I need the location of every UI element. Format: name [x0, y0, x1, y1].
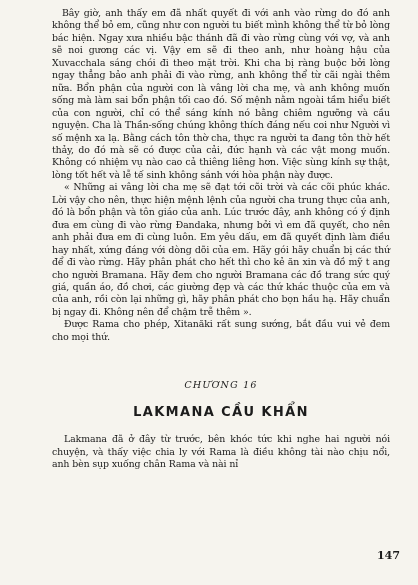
chapter-number: CHƯƠNG 16	[184, 380, 258, 392]
page-body	[52, 8, 390, 472]
paragraph: « Những ai vâng lời cha mẹ sẽ đạt tới cõi trời và các cõi phúc khác. Lời vậy cho nên, thực hiện mệnh lệnh của người cha trung thực của anh, đó là bổn phận và tôn giáo của anh. Lúc trước đây, anh không có ý định đưa em cùng đi vào rừng Đandaka, nhưng bởi vì em đã quyết, cho nên anh phải đưa em đi cùng luôn. Em yêu dấu, em đã quyết định làm điều hay nhất, xứng đáng với dòng dõi của em. Hãy gói hãy chuẩn bị các thứ để đi vào rừng. Hãy phân phát cho hết thì cho kẻ ăn xin và đồ mỹ t ang cho người Bramana. Hãy đem cho người Bramana các đồ trang sức quý giá, quần áo, đồ chơi, các giường đẹp và các thứ khác thuộc của em và của anh, rồi còn lại những gì, hãy phân phát cho bọn hầu hạ. Hãy chuẩn bị ngay đi. Không nên để chậm trễ thêm ».	[52, 182, 390, 318]
page-number: 147	[377, 549, 400, 562]
paragraph: Được Rama cho phép, Xitanăki rất sung sướng, bắt đầu vui vẻ đem cho mọi thứ.	[52, 319, 390, 343]
paragraph: Lakmana đã ở đây từ trước, bên khóc tức khi nghe hai người nói chuyện, và thấy việc chia ly với Rama là điều không tài nào chịu nổi, anh bèn sụp xuống chân Rama và nài nỉ	[52, 434, 390, 471]
chapter-title: LAKMANA CẦU KHẨN	[133, 405, 309, 421]
paragraph: Bây giờ, anh thấy em đã nhất quyết đi với anh vào rừng do đó anh không thể bỏ em, cũng như con người tu biết mình không thể từ bỏ lòng bác hiện. Ngay xưa nhiều bậc thánh đã đi vào rừng cùng với vợ, và anh sẽ noi gương các vị. Vậy em sẽ đi theo anh, như hoàng hậu của Xuvacchala sáng chói đi theo mặt trời. Khi cha bị ràng buộc bởi lòng ngay thẳng bảo anh phải đi vào rừng, anh không thể từ cãi ngài thêm nữa. Bổn phận của người con là vâng lời cha mẹ, và anh không muốn sống mà làm sai bổn phận tối cao đó. Số mệnh nằm ngoài tầm hiểu biết của con người, chỉ có thể sáng kính nó bằng chiêm ngưỡng và cầu nguyện. Cha là Thần-sống chúng không thích đáng nếu coi như Người vì số mệnh xa lạ. Bằng cách tôn thờ cha, thực ra người ta đang tôn thờ hết thảy, do đó mà sẽ có được của cải, đức hạnh và các vật mong muốn. Không có nhiệm vụ nào cao cả thiêng liêng hơn. Việc sùng kính sự thật, lòng tốt hết và lễ tế sinh không sánh với hòa phận này được.	[52, 8, 390, 181]
